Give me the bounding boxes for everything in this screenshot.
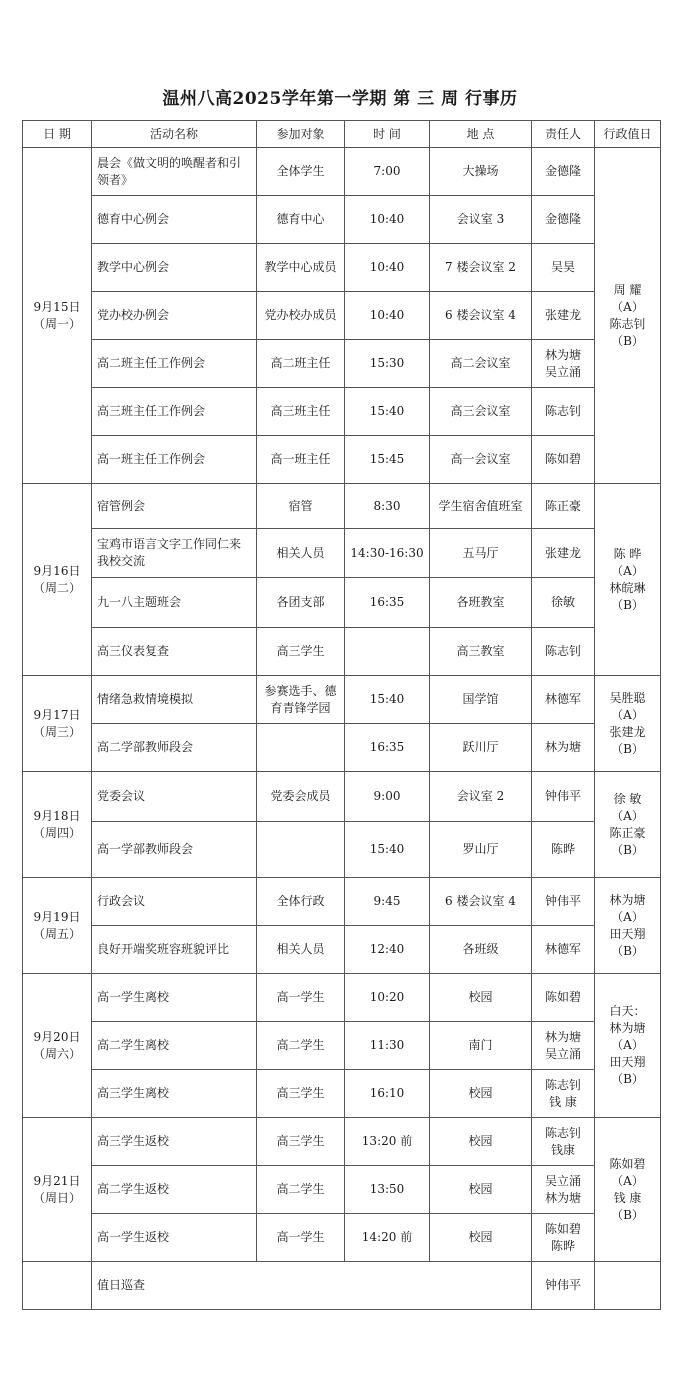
duty-line: 田天翔 [609, 926, 646, 941]
weekday-label: （周日） [32, 1190, 81, 1205]
person-name: 林德军 [544, 942, 581, 956]
participants: 相关人员 [257, 529, 345, 578]
participants: 全体学生 [257, 148, 345, 196]
duty-cell [595, 484, 661, 676]
table-row [23, 676, 661, 724]
person-name: 钟伟平 [544, 894, 581, 908]
event-place: 高三会议室 [430, 388, 532, 436]
participants: 党办校办成员 [257, 292, 345, 340]
duty-line: （A） [611, 707, 644, 722]
activity-name: 教学中心例会 [92, 244, 257, 292]
duty-line: （B） [611, 1072, 644, 1086]
duty-line: （B） [611, 597, 644, 612]
responsible-person [532, 878, 595, 926]
person-name: 张建龙 [544, 545, 581, 560]
person-name: 陈晔 [550, 1238, 575, 1253]
page-title: 温州八高2025学年第一学期 第 三 周 行事历 [162, 89, 518, 109]
activity-name: 高二班主任工作例会 [92, 340, 257, 388]
duty-cell [595, 148, 661, 484]
person-name: 吴立涌 [544, 1173, 581, 1188]
event-place: 各班级 [430, 926, 532, 974]
duty-line: （B） [611, 943, 644, 958]
responsible-person [532, 772, 595, 822]
weekday-label: （周二） [32, 580, 81, 595]
participants: 高二学生 [257, 1166, 345, 1214]
header-participants: 参加对象 [257, 121, 345, 148]
event-time: 8:30 [345, 484, 430, 529]
duty-line: 张建龙 [609, 724, 646, 739]
responsible-person [532, 340, 595, 388]
event-time: 15:40 [345, 676, 430, 724]
responsible-person [532, 628, 595, 676]
activity-name: 高一班主任工作例会 [92, 436, 257, 484]
patrol-row [23, 1262, 661, 1310]
participants: 宿管 [257, 484, 345, 529]
table-row [23, 974, 661, 1022]
table-row [23, 484, 661, 529]
person-name: 林为塘 [544, 347, 581, 362]
event-place: 高一会议室 [430, 436, 532, 484]
activity-name: 宿管例会 [92, 484, 257, 529]
person-name: 吴立涌 [544, 364, 581, 379]
activity-name: 党办校办例会 [92, 292, 257, 340]
duty-cell [595, 974, 661, 1118]
responsible-person [532, 578, 595, 628]
participants: 相关人员 [257, 926, 345, 974]
event-place: 校园 [430, 1070, 532, 1118]
event-place: 会议室 3 [430, 196, 532, 244]
responsible-person [532, 926, 595, 974]
date-cell [23, 676, 92, 772]
person-name: 陈正豪 [544, 498, 581, 513]
schedule-table [22, 120, 661, 1310]
event-time: 10:40 [345, 196, 430, 244]
event-place: 高二会议室 [430, 340, 532, 388]
participants: 高一学生 [257, 1214, 345, 1262]
activity-name: 高三班主任工作例会 [92, 388, 257, 436]
duty-cell [595, 676, 661, 772]
participants: 教学中心成员 [257, 244, 345, 292]
person-name: 陈志钊 [544, 404, 581, 418]
event-time: 14:20 前 [345, 1214, 430, 1262]
participants: 德育中心 [257, 196, 345, 244]
header-place: 地 点 [430, 121, 532, 148]
activity-name: 高三仪表复查 [92, 628, 257, 676]
event-place: 学生宿舍值班室 [430, 484, 532, 529]
event-time: 15:30 [345, 340, 430, 388]
event-place: 校园 [430, 1214, 532, 1262]
person-name: 林为塘 [544, 1029, 581, 1044]
person-name: 吴立涌 [544, 1046, 581, 1061]
event-time: 10:40 [345, 292, 430, 340]
participants: 高一班主任 [257, 436, 345, 484]
header-duty: 行政值日 [595, 121, 661, 148]
activity-name: 高二学部教师段会 [92, 724, 257, 772]
date-label: 9月20日 [33, 1029, 81, 1044]
event-place: 校园 [430, 1166, 532, 1214]
responsible-person [532, 529, 595, 578]
activity-name: 九一八主题班会 [92, 578, 257, 628]
activity-name: 高三学生离校 [92, 1070, 257, 1118]
activity-name: 良好开端奖班容班貌评比 [92, 926, 257, 974]
activity-name: 德育中心例会 [92, 196, 257, 244]
participants: 全体行政 [257, 878, 345, 926]
date-label: 9月16日 [33, 563, 81, 578]
header-date: 日 期 [23, 121, 92, 148]
person-name: 陈志钊 [544, 1125, 581, 1140]
responsible-person [532, 292, 595, 340]
activity-name: 高一学生离校 [92, 974, 257, 1022]
activity-name: 宝鸡市语言文字工作同仁来我校交流 [92, 529, 257, 578]
person-name: 林为塘 [544, 740, 581, 754]
responsible-person [532, 1022, 595, 1070]
participants: 高二学生 [257, 1022, 345, 1070]
activity-name: 情绪急救情境模拟 [92, 676, 257, 724]
event-time: 10:20 [345, 974, 430, 1022]
duty-line: 钱 康 [613, 1190, 642, 1205]
duty-line: 白天： [609, 1004, 646, 1018]
table-row [23, 292, 661, 340]
person-name: 徐敏 [550, 595, 575, 609]
date-cell [23, 1118, 92, 1262]
event-place: 国学馆 [430, 676, 532, 724]
table-row [23, 822, 661, 878]
header-time: 时 间 [345, 121, 430, 148]
person-name: 林德军 [544, 692, 581, 706]
duty-cell [595, 772, 661, 878]
participants: 高二班主任 [257, 340, 345, 388]
participants: 高三学生 [257, 1070, 345, 1118]
date-label: 9月21日 [33, 1173, 81, 1188]
event-time: 15:40 [345, 822, 430, 878]
duty-line: 徐 敏 [613, 791, 642, 806]
duty-cell [595, 878, 661, 974]
person-name: 陈志钊 [544, 644, 581, 658]
duty-line: 陈正豪 [609, 825, 646, 840]
date-label: 9月19日 [33, 909, 81, 924]
event-place: 跃川厅 [430, 724, 532, 772]
header-activity: 活动名称 [92, 121, 257, 148]
table-row [23, 772, 661, 822]
person-name: 陈志钊 [544, 1077, 581, 1092]
event-time: 16:35 [345, 578, 430, 628]
duty-line: 周 耀 [613, 282, 642, 297]
date-cell [23, 974, 92, 1118]
event-time: 15:45 [345, 436, 430, 484]
weekday-label: （周一） [32, 316, 81, 331]
person-name: 陈如碧 [544, 452, 581, 466]
participants: 各团支部 [257, 578, 345, 628]
duty-line: （B） [611, 1207, 644, 1222]
duty-line: （B） [611, 333, 644, 348]
date-cell [23, 772, 92, 878]
duty-line: （A） [611, 299, 644, 314]
participants: 高一学生 [257, 974, 345, 1022]
duty-line: 田天翔 [609, 1055, 646, 1069]
patrol-name: 值日巡查 [92, 1262, 532, 1310]
event-time: 16:35 [345, 724, 430, 772]
responsible-person [532, 1070, 595, 1118]
participants: 参赛选手、德育青锋学园 [257, 676, 345, 724]
duty-line: 陈如碧 [609, 1156, 646, 1171]
responsible-person [532, 148, 595, 196]
duty-line: （A） [611, 808, 644, 823]
responsible-person [532, 822, 595, 878]
event-time: 14:30-16:30 [345, 529, 430, 578]
event-time: 16:10 [345, 1070, 430, 1118]
table-row [23, 1022, 661, 1070]
event-time: 13:20 前 [345, 1118, 430, 1166]
activity-name: 高二学生离校 [92, 1022, 257, 1070]
event-time: 9:45 [345, 878, 430, 926]
duty-line: 陈志钊 [609, 316, 646, 331]
date-label: 9月17日 [33, 707, 81, 722]
duty-cell [595, 1118, 661, 1262]
responsible-person [532, 1118, 595, 1166]
table-row [23, 1166, 661, 1214]
event-place: 罗山厅 [430, 822, 532, 878]
patrol-date-empty [23, 1262, 92, 1310]
event-time: 10:40 [345, 244, 430, 292]
activity-name: 党委会议 [92, 772, 257, 822]
table-row [23, 1214, 661, 1262]
date-label: 9月15日 [33, 299, 81, 314]
responsible-person [532, 974, 595, 1022]
duty-line: 林皖琳 [609, 580, 646, 595]
table-row [23, 196, 661, 244]
event-place: 高三教室 [430, 628, 532, 676]
participants: 高三学生 [257, 628, 345, 676]
person-name: 陈如碧 [544, 1221, 581, 1236]
person-name: 陈如碧 [544, 990, 581, 1004]
person-name: 金德隆 [544, 164, 581, 178]
table-row [23, 628, 661, 676]
participants [257, 724, 345, 772]
event-place: 校园 [430, 974, 532, 1022]
person-name: 金德隆 [544, 212, 581, 226]
responsible-person [532, 484, 595, 529]
patrol-person: 钟伟平 [532, 1262, 595, 1310]
event-place: 7 楼会议室 2 [430, 244, 532, 292]
duty-line: 林为塘 [609, 892, 646, 907]
participants: 高三班主任 [257, 388, 345, 436]
event-time: 15:40 [345, 388, 430, 436]
activity-name: 晨会《做文明的唤醒者和引领者》 [92, 148, 257, 196]
event-time: 13:50 [345, 1166, 430, 1214]
duty-line: （A） [611, 1173, 644, 1188]
duty-line: （B） [611, 842, 644, 857]
event-time [345, 628, 430, 676]
patrol-duty-empty [595, 1262, 661, 1310]
participants: 高三学生 [257, 1118, 345, 1166]
event-place: 五马厅 [430, 529, 532, 578]
weekday-label: （周三） [32, 724, 81, 739]
event-place: 6 楼会议室 4 [430, 878, 532, 926]
responsible-person [532, 196, 595, 244]
duty-line: （A） [611, 909, 644, 924]
event-place: 校园 [430, 1118, 532, 1166]
event-time: 9:00 [345, 772, 430, 822]
duty-line: 吴胜聪 [609, 690, 646, 705]
event-place: 各班教室 [430, 578, 532, 628]
event-time: 12:40 [345, 926, 430, 974]
date-label: 9月18日 [33, 808, 81, 823]
event-place: 会议室 2 [430, 772, 532, 822]
person-name: 林为塘 [544, 1190, 581, 1205]
weekday-label: （周四） [32, 825, 81, 840]
responsible-person [532, 676, 595, 724]
activity-name: 高一学生返校 [92, 1214, 257, 1262]
table-row [23, 436, 661, 484]
weekday-label: （周六） [32, 1046, 81, 1061]
event-time: 7:00 [345, 148, 430, 196]
table-row [23, 1070, 661, 1118]
activity-name: 高一学部教师段会 [92, 822, 257, 878]
responsible-person [532, 1214, 595, 1262]
responsible-person [532, 244, 595, 292]
duty-line: （A） [611, 1038, 644, 1052]
person-name: 吴昊 [550, 260, 575, 274]
activity-name: 高三学生返校 [92, 1118, 257, 1166]
date-cell [23, 148, 92, 484]
header-person: 责任人 [532, 121, 595, 148]
person-name: 钱康 [550, 1142, 575, 1157]
event-place: 大操场 [430, 148, 532, 196]
date-cell [23, 484, 92, 676]
participants: 党委会成员 [257, 772, 345, 822]
person-name: 钟伟平 [544, 789, 581, 803]
table-row [23, 388, 661, 436]
responsible-person [532, 388, 595, 436]
event-place: 南门 [430, 1022, 532, 1070]
table-row [23, 244, 661, 292]
responsible-person [532, 1166, 595, 1214]
duty-line: 林为塘 [609, 1021, 646, 1035]
activity-name: 行政会议 [92, 878, 257, 926]
schedule-body [23, 148, 661, 1310]
person-name: 张建龙 [544, 308, 581, 322]
person-name: 陈晔 [550, 842, 575, 856]
participants [257, 822, 345, 878]
table-row [23, 340, 661, 388]
event-time: 11:30 [345, 1022, 430, 1070]
table-row [23, 724, 661, 772]
duty-line: （B） [611, 741, 644, 756]
table-row [23, 1118, 661, 1166]
table-row [23, 578, 661, 628]
table-row [23, 148, 661, 196]
activity-name: 高二学生返校 [92, 1166, 257, 1214]
table-row [23, 926, 661, 974]
duty-line: （A） [611, 563, 644, 578]
person-name: 钱 康 [549, 1094, 577, 1109]
event-place: 6 楼会议室 4 [430, 292, 532, 340]
date-cell [23, 878, 92, 974]
header-row [23, 121, 661, 148]
table-row [23, 878, 661, 926]
responsible-person [532, 724, 595, 772]
weekday-label: （周五） [32, 926, 81, 941]
responsible-person [532, 436, 595, 484]
table-row [23, 529, 661, 578]
duty-line: 陈 晔 [613, 546, 642, 561]
